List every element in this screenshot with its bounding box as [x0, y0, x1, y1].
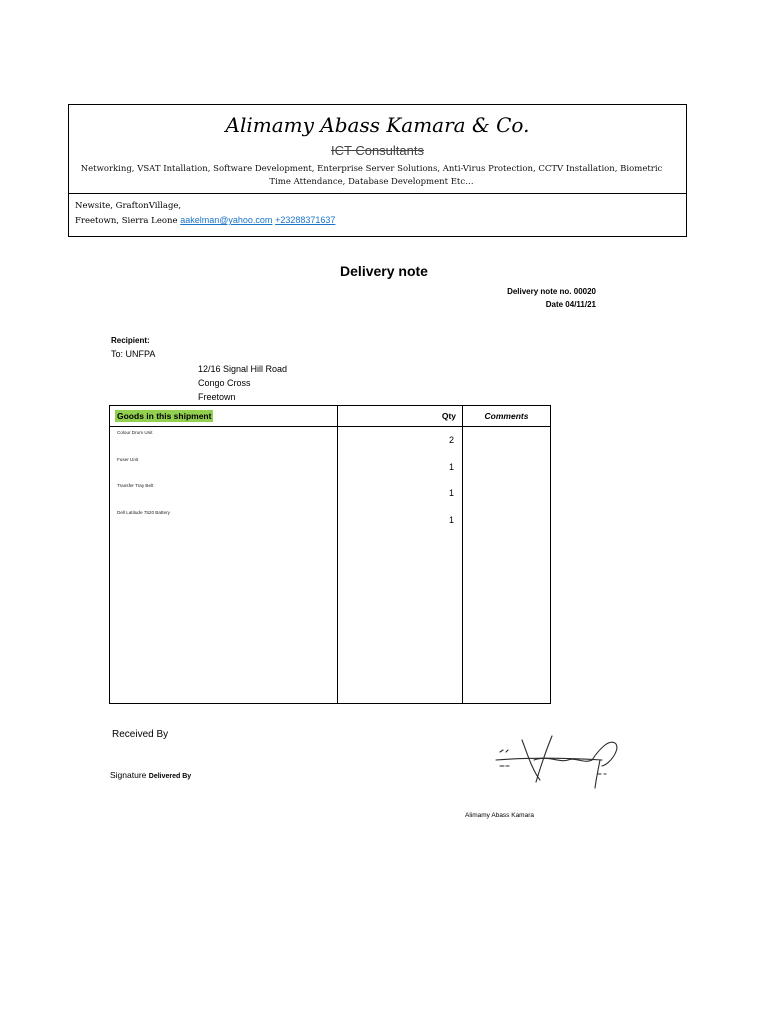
email-link[interactable]: aakelman@yahoo.com: [180, 215, 273, 225]
goods-table-body: [110, 427, 551, 704]
goods-table: [109, 405, 551, 704]
delivery-note-number: Delivery note no. 00020: [507, 287, 596, 296]
address-line-2: [75, 213, 335, 228]
goods-comments-column: [463, 427, 551, 704]
recipient-name: To: UNFPA: [111, 349, 156, 359]
services-list: [69, 163, 674, 189]
header-goods-label: Goods in this shipment: [117, 411, 212, 421]
company-name: Alimamy Abass Kamara & Co.: [225, 113, 530, 137]
goods-item-name: Colour Drum Unit: [117, 430, 153, 435]
delivered-by-label: Delivered By: [148, 773, 192, 780]
services-line-1: Networking, VSAT Intallation, Software Development, Enterprise Server Solutions, Anti-Virus Protection, CCTV Installation, Biometric: [80, 164, 663, 174]
goods-item-qty: 1: [448, 461, 454, 472]
recipient-address-1: 12/16 Signal Hill Road: [198, 364, 288, 374]
signature-label: Signature: [110, 770, 147, 780]
services-line-2: Time Attendance, Database Development Etc…: [269, 177, 474, 187]
header-qty: Qty: [338, 406, 463, 427]
delivery-date: Date 04/11/21: [545, 300, 596, 309]
goods-item-qty: 1: [448, 514, 454, 525]
handwritten-signature: [492, 730, 632, 796]
goods-table-header: [110, 406, 551, 427]
recipient-label: Recipient:: [111, 336, 150, 345]
goods-item-column: [110, 427, 338, 704]
signer-name: Alimamy Abass Kamara: [465, 812, 534, 819]
company-address: [75, 199, 335, 228]
received-by-label: Received By: [112, 729, 169, 740]
goods-item-name: Dell Latitude 7520 Battery: [117, 509, 170, 515]
recipient-address-2: Congo Cross: [198, 378, 251, 388]
recipient-address-3: Freetown: [198, 392, 236, 402]
letterhead-divider: [69, 193, 686, 194]
address-city: Freetown, Sierra Leone: [75, 216, 178, 226]
letterhead: [68, 104, 687, 237]
phone-link[interactable]: +23288371637: [275, 215, 336, 225]
goods-item-qty: 1: [448, 488, 454, 498]
address-line-1: Newsite, GraftonVillage,: [75, 201, 182, 211]
signature-line: [110, 770, 191, 780]
goods-item-name: Fuser Unit: [117, 456, 139, 462]
header-comments: Comments: [463, 406, 551, 427]
company-tagline: ICT Consultants: [331, 143, 424, 158]
goods-item-name: Transfer Tray Belt: [117, 483, 154, 488]
header-goods: [110, 406, 338, 427]
goods-item-qty: 2: [448, 435, 454, 445]
goods-qty-column: [338, 427, 463, 704]
page-title: Delivery note: [340, 263, 428, 279]
